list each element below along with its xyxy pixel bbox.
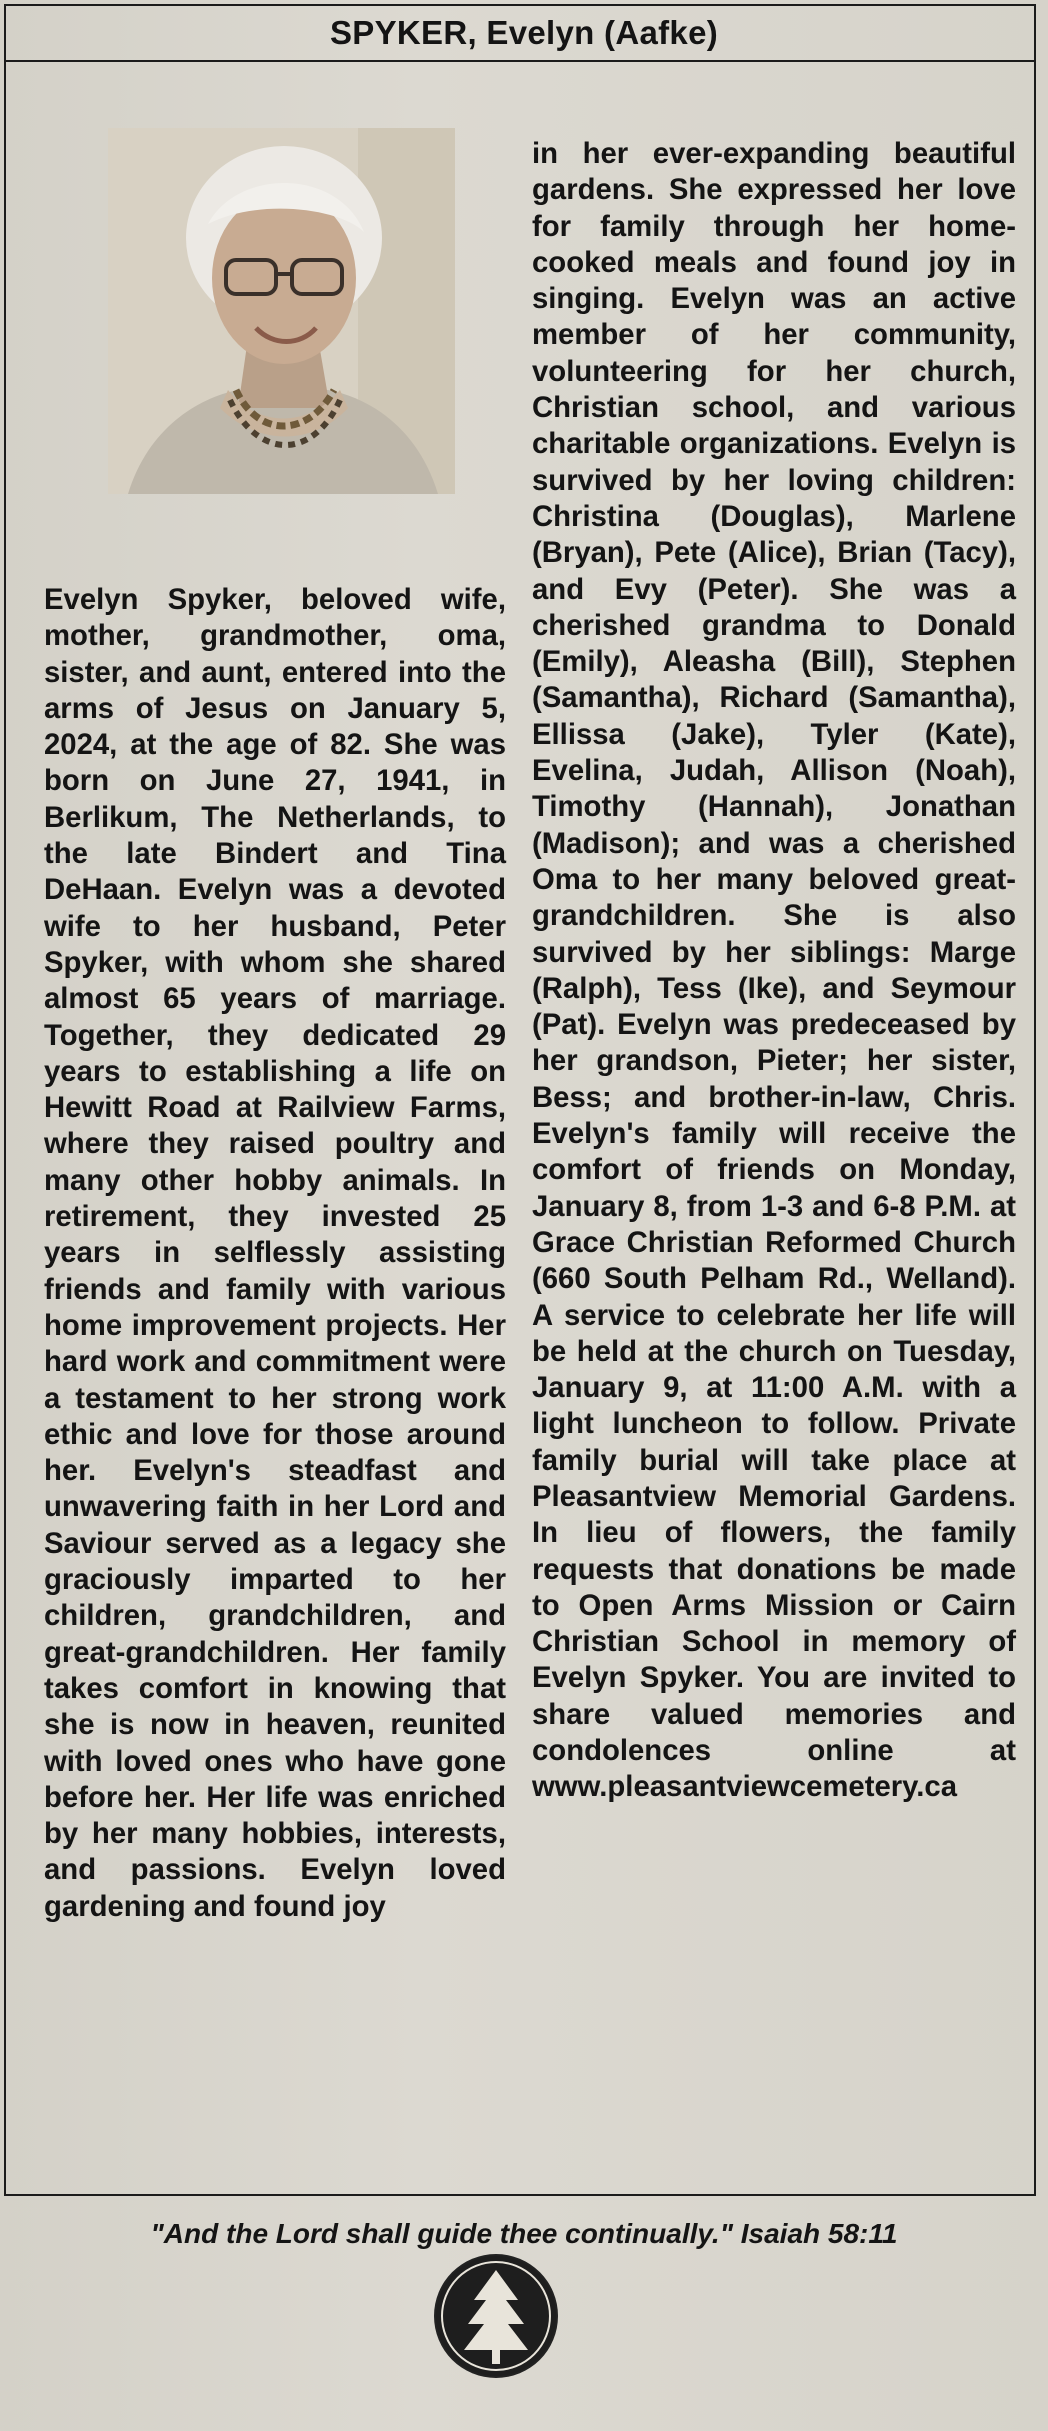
obituary-title: SPYKER, Evelyn (Aafke) — [329, 14, 719, 51]
title-divider — [4, 60, 1036, 62]
portrait-illustration — [108, 128, 455, 494]
tree-emblem — [434, 2254, 558, 2378]
scripture-quote: "And the Lord shall guide thee continually." Isaiah 58:11 — [150, 2218, 898, 2249]
tree-icon — [434, 2254, 558, 2378]
obituary-body-left: Evelyn Spyker, beloved wife, mother, grandmother, oma, sister, and aunt, entered into the arms of Jesus on January 5, 2024, at the age of 82. She was born on June 27, 1941, in Berlikum, The Netherlands, to the late Bindert and Tina DeHaan. Evelyn was a devoted wife to her husband, Peter Spyker, with whom she shared almost 65 years of marriage. Together, they dedicated 29 years to establishing a life on Hewitt Road at Railview Farms, where they raised poultry and many other hobby animals. In retirement, they invested 25 years in selflessly assisting friends and family with various home improvement projects. Her hard work and commitment were a testament to her strong work ethic and love for those around her. Evelyn's steadfast and unwavering faith in her Lord and Saviour served as a legacy she graciously imparted to her children, grandchildren, and great-grandchildren. Her family takes comfort in knowing that she is now in heaven, reunited with loved ones who have gone before her. Her life was enriched by her many hobbies, interests, and passions. Evelyn loved gardening and found joy — [44, 583, 506, 1923]
portrait-photo — [108, 128, 455, 494]
obituary-body-right: in her ever-expanding beautiful gardens. She expressed her love for family through her home-cooked meals and found joy in singing. Evelyn was an active member of her community, volunteering for her church, Christian school, and various charitable organizations. Evelyn is survived by her loving children: Christina (Douglas), Marlene (Bryan), Pete (Alice), Brian (Tacy), and Evy (Peter). She was a cherished grandma to Donald (Emily), Aleasha (Bill), Stephen (Samantha), Richard (Samantha), Ellissa (Jake), Tyler (Kate), Evelina, Judah, Allison (Noah), Timothy (Hannah), Jonathan (Madison); and was a cherished Oma to her many beloved great-grandchildren. She is also survived by her siblings: Marge (Ralph), Tess (Ike), and Seymour (Pat). Evelyn was predeceased by her grandson, Pieter; her sister, Bess; and brother-in-law, Chris. Evelyn's family will receive the comfort of friends on Monday, January 8, from 1-3 and 6-8 P.M. at Grace Christian Reformed Church (660 South Pelham Rd., Welland). A service to celebrate her life will be held at the church on Tuesday, January 9, at 11:00 A.M. with a light luncheon to follow. Private family burial will take place at Pleasantview Memorial Gardens. In lieu of flowers, the family requests that donations be made to Open Arms Mission or Cairn Christian School in memory of Evelyn Spyker. You are invited to share valued memories and condolences online at www.pleasantviewcemetery.ca — [532, 137, 1016, 1804]
